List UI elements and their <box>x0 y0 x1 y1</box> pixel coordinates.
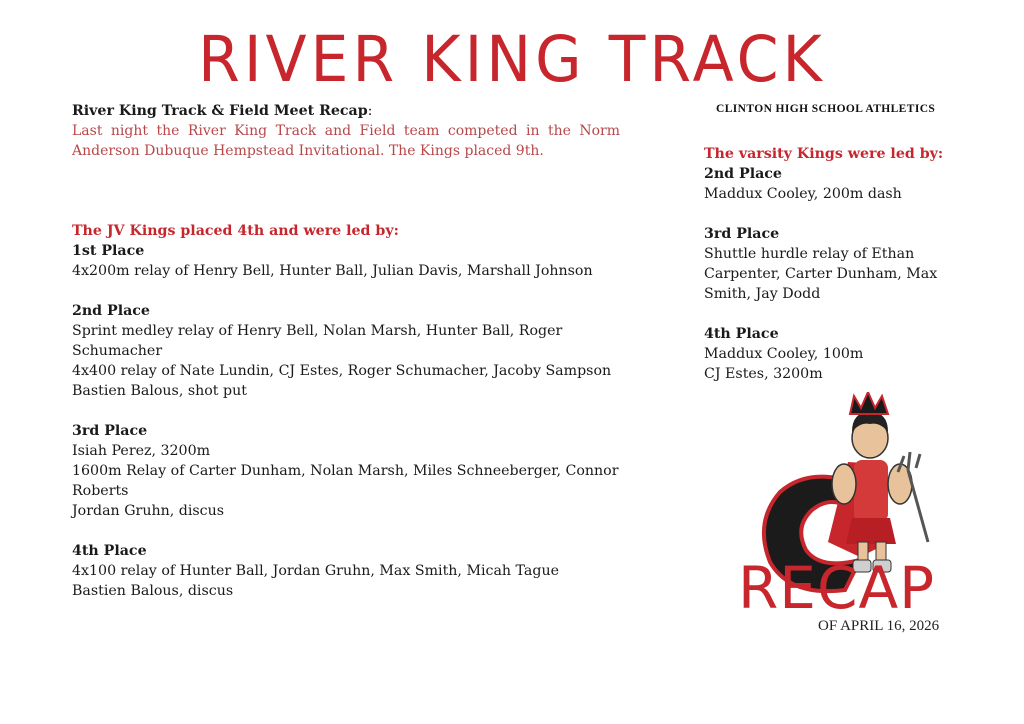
right-column <box>704 144 954 384</box>
result-item: Isiah Perez, 3200m <box>72 443 211 459</box>
result-item: Maddux Cooley, 200m dash <box>704 186 902 202</box>
result-item: Shuttle hurdle relay of Ethan Carpenter, Carter Dunham, Max Smith, Jay Dodd <box>704 246 938 302</box>
result-item: 4x200m relay of Henry Bell, Hunter Ball, Julian Davis, Marshall Johnson <box>72 263 593 279</box>
recap-date: OF APRIL 16, 2026 <box>818 618 940 634</box>
recap-title: RECAP <box>738 554 936 622</box>
jv-first-label: 1st Place <box>72 243 145 259</box>
result-item: Bastien Balous, shot put <box>72 383 247 399</box>
result-item: Maddux Cooley, 100m <box>704 346 864 362</box>
varsity-heading: The varsity Kings were led by: <box>704 146 944 162</box>
jv-heading: The JV Kings placed 4th and were led by: <box>72 223 399 239</box>
intro-heading: River King Track & Field Meet Recap <box>72 103 368 119</box>
result-item: 1600m Relay of Carter Dunham, Nolan Marsh, Miles Schneeberger, Connor Roberts <box>72 463 619 499</box>
varsity-second-label: 2nd Place <box>704 166 782 182</box>
varsity-fourth-label: 4th Place <box>704 326 779 342</box>
jv-second-label: 2nd Place <box>72 303 150 319</box>
result-item: Sprint medley relay of Henry Bell, Nolan Marsh, Hunter Ball, Roger Schumacher <box>72 323 563 359</box>
page-title: RIVER KING TRACK <box>198 23 826 97</box>
result-item: Bastien Balous, discus <box>72 583 234 599</box>
intro-text: Last night the River King Track and Field team competed in the Norm Anderson Dubuque Hempstead Invitational. The Kings placed 9th. <box>72 123 620 159</box>
left-column <box>72 101 620 601</box>
result-item: 4x100 relay of Hunter Ball, Jordan Gruhn, Max Smith, Micah Tague <box>72 563 559 579</box>
result-item: Jordan Gruhn, discus <box>72 503 225 519</box>
school-name: CLINTON HIGH SCHOOL ATHLETICS <box>716 103 936 115</box>
intro-heading-line <box>72 101 620 121</box>
result-item: CJ Estes, 3200m <box>704 366 823 382</box>
result-item: 4x400 relay of Nate Lundin, CJ Estes, Roger Schumacher, Jacoby Sampson <box>72 363 612 379</box>
varsity-third-label: 3rd Place <box>704 226 780 242</box>
jv-third-label: 3rd Place <box>72 423 148 439</box>
jv-fourth-label: 4th Place <box>72 543 147 559</box>
intro-colon: : <box>367 103 373 119</box>
